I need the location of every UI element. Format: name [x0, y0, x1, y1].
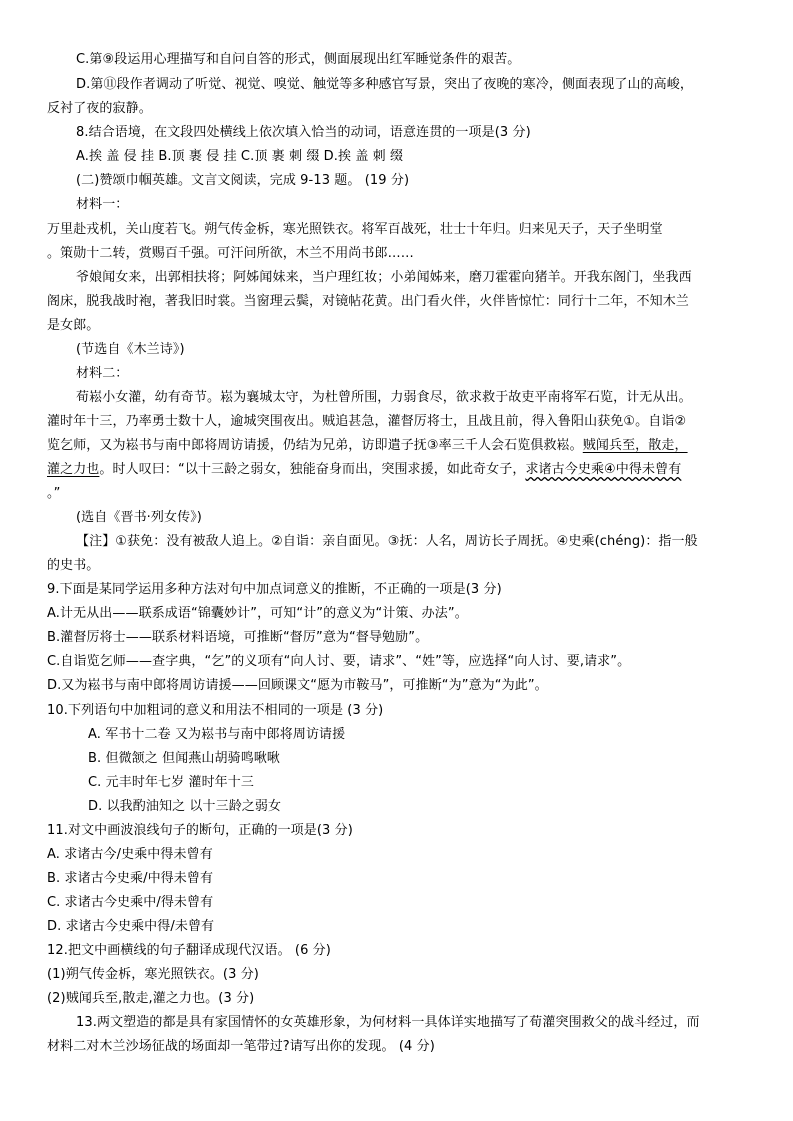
question-11-option-a: A. 求诸古今/史乘中得未曾有 — [47, 847, 213, 862]
q7-option-c: C.第⑨段运用心理描写和自问自答的形式，侧面展现出红军睡觉条件的艰苦。 — [76, 52, 521, 67]
question-9-option-a: A.计无从出——联系成语“锦囊妙计”，可知“计”的意义为“计策、办法”。 — [47, 606, 468, 621]
material-1-para1-line2: 。策勋十二转，赏赐百千强。可汗问所欲，木兰不用尚书郎…… — [47, 246, 414, 261]
material-2-source: (选自《晋书·列女传》) — [76, 510, 202, 525]
question-12-part1: (1)朔气传金柝，寒光照铁衣。(3 分) — [47, 967, 259, 982]
question-11: 11.对文中画波浪线句子的断句，正确的一项是(3 分) — [47, 823, 353, 838]
material-2-line1: 荀崧小女灌，幼有奇节。崧为襄城太守，为杜曾所围，力弱食尽，欲求救于故吏平南将军石览，计无从出。 — [76, 390, 692, 405]
question-10-option-c: C. 元丰时年七岁 灌时年十三 — [88, 775, 254, 790]
wavy-underlined-sentence: 求诸古今史乘④中得未曾有 — [525, 462, 682, 477]
question-12-part2: (2)贼闻兵至,散走,灌之力也。(3 分) — [47, 991, 255, 1006]
material-2-line2: 灌时年十三，乃率勇士数十人，逾城突围夜出。贼追甚急，灌督厉将士，且战且前，得入鲁阳山获免①。自诣② — [47, 414, 687, 429]
material-1-para2-line2: 阁床，脱我战时袍，著我旧时裳。当窗理云鬓，对镜帖花黄。出门看火伴，火伴皆惊忙：同行十二年，不知木兰 — [47, 294, 689, 309]
underlined-sentence-part2: 灌之力也 — [47, 462, 100, 477]
question-9-option-d: D.又为崧书与南中郎将周访请援——回顾课文“愿为市鞍马”，可推断“为”意为“为此”。 — [47, 678, 548, 693]
material-1-source: (节选自《木兰诗》) — [76, 342, 185, 357]
question-8-options: A.挨 盖 侵 挂 B.顶 裹 侵 挂 C.顶 裹 刺 缀 D.挨 盖 刺 缀 — [76, 149, 404, 164]
question-9-option-b: B.灌督厉将士——联系材料语境，可推断“督厉”意为“督导勉励”。 — [47, 630, 429, 645]
question-11-option-b: B. 求诸古今史乘/中得未曾有 — [47, 871, 214, 886]
annotation-line1: 【注】①获免：没有被敌人追上。②自诣：亲自面见。③抚：人名，周访长子周抚。④史乘(chéng)：指一般 — [76, 534, 698, 549]
question-10-option-d: D. 以我酌油知之 以十三龄之弱女 — [88, 799, 282, 814]
material-2-line5: 。” — [47, 486, 61, 501]
underlined-sentence-part1: 贼闻兵至，散走， — [582, 438, 688, 453]
question-13-line2: 材料二对木兰沙场征战的场面却一笔带过?请写出你的发现。 (4 分) — [47, 1039, 435, 1054]
material-1-para1-line1: 万里赴戎机，关山度若飞。朔气传金柝，寒光照铁衣。将军百战死，壮士十年归。归来见天子，天子坐明堂 — [47, 222, 663, 237]
material-2-line4: 灌之力也。时人叹曰：“以十三龄之弱女，独能奋身而出，突围求援，如此奇女子，求诸古今史乘④中得未曾有 — [47, 462, 682, 477]
section-2-heading: (二)赞颂巾帼英雄。文言文阅读，完成 9-13 题。 (19 分) — [76, 173, 410, 188]
question-11-option-c: C. 求诸古今史乘中/得未曾有 — [47, 895, 214, 910]
material-2-title: 材料二： — [76, 366, 129, 381]
question-10-option-b: B. 但微颔之 但闻燕山胡骑鸣啾啾 — [88, 751, 281, 766]
question-8: 8.结合语境，在文段四处横线上依次填入恰当的动词，语意连贯的一项是(3 分) — [76, 125, 531, 140]
material-1-title: 材料一： — [76, 197, 129, 212]
annotation-line2: 的史书。 — [47, 558, 100, 573]
question-11-option-d: D. 求诸古今史乘中得/未曾有 — [47, 919, 215, 934]
question-10-option-a: A. 军书十二卷 又为崧书与南中郎将周访请援 — [88, 727, 346, 742]
q7-option-d-line1: D.第⑪段作者调动了听觉、视觉、嗅觉、触觉等多种感官写景，突出了夜晚的寒冷，侧面表现了山的高峻， — [76, 77, 693, 92]
material-1-para2-line1: 爷娘闻女来，出郭相扶将；阿姊闻妹来，当户理红妆；小弟闻姊来，磨刀霍霍向猪羊。开我东阁门，坐我西 — [76, 270, 692, 285]
question-9-option-c: C.自诣览乞师——查字典，“乞”的义项有“向人讨、要，请求”、“姓”等，应选择“向人讨、要,请求”。 — [47, 654, 631, 669]
question-9: 9.下面是某同学运用多种方法对句中加点词意义的推断，不正确的一项是(3 分) — [47, 582, 502, 597]
material-2-line3: 览乞师，又为崧书与南中郎将周访请援，仍结为兄弟，访即遣子抚③率三千人会石览俱救崧。贼闻兵至，散走， — [47, 438, 688, 453]
material-1-para2-line3: 是女郎。 — [47, 318, 100, 333]
question-13-line1: 13.两文塑造的都是具有家国情怀的女英雄形象，为何材料一具体详实地描写了荀灌突围救父的战斗经过，而 — [76, 1015, 700, 1030]
q7-option-d-line2: 反衬了夜的寂静。 — [47, 101, 152, 116]
question-10: 10.下列语句中加粗词的意义和用法不相同的一项是 (3 分) — [47, 703, 384, 718]
question-12: 12.把文中画横线的句子翻译成现代汉语。 (6 分) — [47, 943, 331, 958]
